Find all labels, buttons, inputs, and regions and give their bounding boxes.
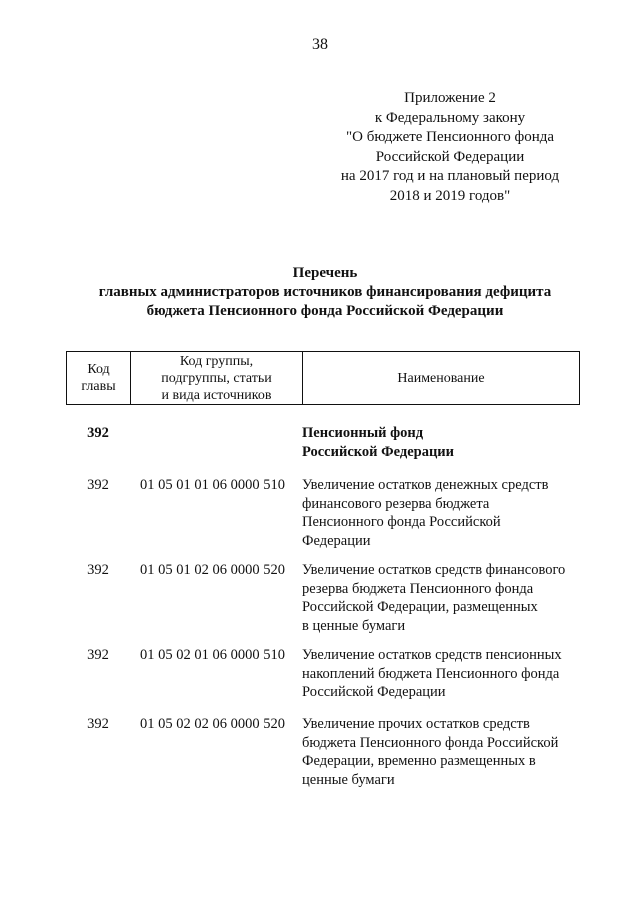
page-number: 38 (312, 36, 328, 53)
name-line: Пенсионного фонда Российской (302, 514, 501, 530)
title-line: Перечень (292, 265, 358, 281)
name-line: Увеличение остатков денежных средств (302, 477, 549, 493)
name-line: Российской Федерации (302, 443, 455, 460)
name-line: в ценные бумаги (302, 617, 406, 634)
chapter-code: 392 (87, 562, 109, 578)
header-text: главы (81, 379, 116, 394)
source-code: 01 05 02 02 06 0000 520 (140, 716, 285, 732)
source-code: 01 05 01 02 06 0000 520 (140, 562, 285, 578)
row-name (302, 424, 592, 461)
chapter-code: 392 (87, 716, 109, 732)
chapter-code: 392 (87, 425, 109, 441)
name-line: Пенсионный фонд (302, 425, 424, 441)
header-text: Код группы, (179, 353, 254, 369)
row-name (302, 476, 592, 550)
name-line: Увеличение остатков средств финансового (302, 562, 566, 578)
name-line: накоплений бюджета Пенсионного фонда (302, 665, 560, 682)
name-line: Увеличение прочих остатков средств (302, 716, 530, 732)
annex-line: на 2017 год и на плановый период (340, 168, 560, 184)
chapter-code: 392 (87, 477, 109, 493)
row-name (302, 646, 592, 702)
name-line: Российской Федерации (302, 684, 446, 700)
annex-line: 2018 и 2019 годов" (389, 187, 511, 204)
header-text: и вида источников (161, 387, 272, 403)
header-name: Наименование (397, 370, 485, 386)
name-line: Федерации, временно размещенных в (302, 753, 536, 769)
title-line: главных администраторов источников финансирования дефицита (98, 284, 552, 300)
name-line: финансового резерва бюджета (302, 495, 490, 512)
document-title (60, 264, 590, 321)
source-code: 01 05 01 01 06 0000 510 (140, 477, 285, 493)
name-line: Российской Федерации, размещенных (302, 599, 538, 615)
header-source-code (131, 352, 303, 404)
annex-block (330, 89, 570, 206)
header-chapter-code (67, 352, 131, 404)
name-line: бюджета Пенсионного фонда Российской (302, 734, 559, 751)
table-header (66, 351, 580, 405)
name-line: Увеличение остатков средств пенсионных (302, 647, 562, 663)
name-line: резерва бюджета Пенсионного фонда (302, 580, 534, 597)
annex-line: Приложение 2 (404, 90, 496, 106)
annex-line: к Федеральному закону (374, 109, 526, 126)
chapter-code: 392 (87, 647, 109, 663)
annex-line: Российской Федерации (375, 148, 525, 165)
row-name (302, 561, 592, 635)
source-code: 01 05 02 01 06 0000 510 (140, 647, 285, 663)
name-line: Федерации (302, 532, 371, 549)
row-name (302, 715, 592, 789)
title-line: бюджета Пенсионного фонда Российской Федерации (146, 303, 504, 319)
name-line: ценные бумаги (302, 771, 395, 788)
annex-line: "О бюджете Пенсионного фонда (345, 129, 555, 145)
header-text: Код (87, 362, 110, 377)
header-text: подгруппы, статьи (161, 370, 272, 386)
